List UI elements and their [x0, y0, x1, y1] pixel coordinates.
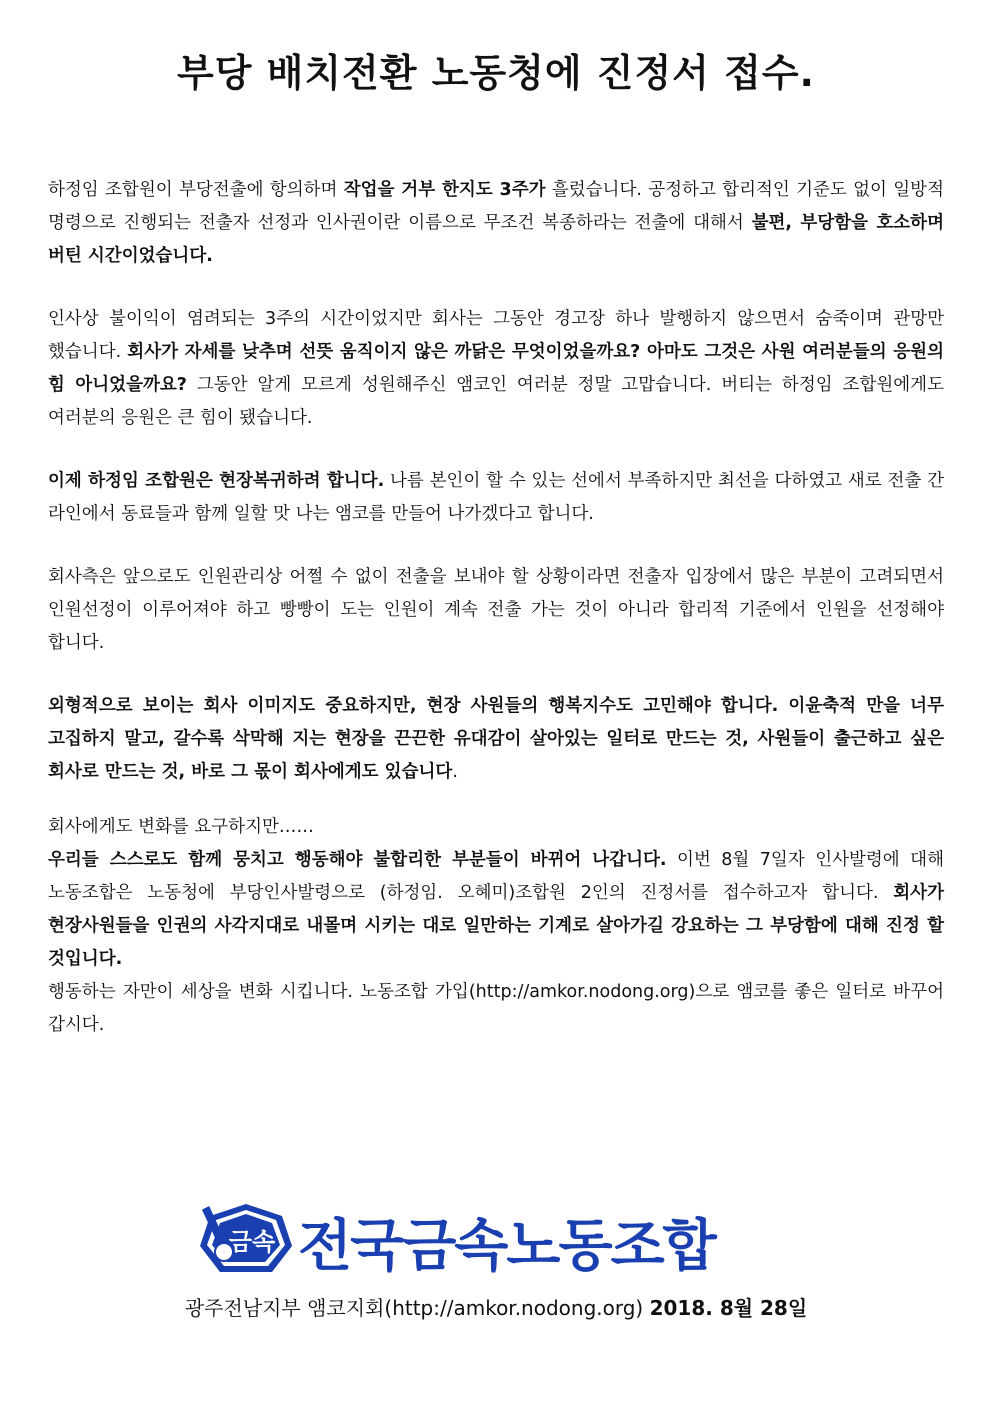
- p2-text-a: 인사상 불이익이 염려되는 3주의 시간이었지만 회사는 그동안 경고장 하나 발행하지 않으면서 숨죽이며 관망만 했습니다.: [48, 309, 944, 362]
- p2-bold-b: 회사가 자세를 낮추며 선뜻 움직이지 않은 까닭은 무엇이었을까요? 아마도 그것은 사원 여러분들의 응원의 힘 아니었을까요?: [48, 342, 944, 395]
- p1-text-c: 흘렀습니다. 공정하고 합리적인 기준도 없이 일방적 명령으로 진행되는 전출자 선정과 인사권이란 이름으로 무조건 복종하라는 전출에 대해서: [48, 180, 944, 233]
- p6-bold-b: 우리들 스스로도 함께 뭉치고 행동해야 불합리한 부분들이 바뀌어 나갑니다.: [48, 850, 667, 870]
- paragraph-7: 행동하는 자만이 세상을 변화 시킵니다. 노동조합 가입(http://amkor.nodong.org)으로 앰코를 좋은 일터로 바꾸어 갑시다.: [48, 982, 944, 1035]
- p3-text-b: 나름 본인이 할 수 있는 선에서 부족하지만 최선을 다하였고 새로 전출 간 라인에서 동료들과 함께 일할 맛 나는 앰코를 만들어 나가겠다고 합니다.: [48, 471, 944, 524]
- p1-bold-b: 작업을 거부 한지도 3주가: [343, 180, 546, 200]
- footer-date: 2018. 8월 28일: [649, 1296, 808, 1320]
- document-body: [48, 174, 944, 1042]
- p6-text-c: 이번 8월 7일자 인사발령에 대해 노동조합은 노동청에 부당인사발령으로 (하정임. 오혜미)조합원 2인의 진정서를 접수하고자 합니다.: [48, 850, 944, 903]
- paragraph-2: [48, 303, 944, 435]
- footer-signature: [0, 1292, 992, 1321]
- union-logo: [196, 1198, 716, 1278]
- union-name: 전국금속노동조합: [298, 1214, 715, 1279]
- p1-text-a: 하정임 조합원이 부당전출에 항의하며: [48, 180, 344, 200]
- p5-bold-a: 외형적으로 보이는 회사 이미지도 중요하지만, 현장 사원들의 행복지수도 고민해야 합니다. 이윤축적 만을 너무 고집하지 말고, 갈수록 삭막해 지는 현장을 끈끈한 유대감이 살아있는 일터로 만드는 것, 사원들이 출근하고 싶은 회사로 만드는 것, 바로 그 몫이 회사에게도 있습니다: [48, 696, 944, 782]
- p5-text-b: .: [452, 762, 458, 782]
- paragraph-4: 회사측은 앞으로도 인원관리상 어쩔 수 없이 전출을 보내야 할 상황이라면 전출자 입장에서 많은 부분이 고려되면서 인원선정이 이루어져야 하고 빵빵이 도는 인원이 계속 전출 가는 것이 아니라 합리적 기준에서 인원을 선정해야 합니다.: [48, 567, 944, 653]
- p1-bold-d: 불편, 부당함을 호소하며 버틴 시간이었습니다.: [48, 213, 944, 266]
- emblem-text: 금속: [228, 1228, 276, 1256]
- paragraph-3: [48, 465, 944, 531]
- p6-bold-d: 회사가 현장사원들을 인권의 사각지대로 내몰며 시키는 대로 일만하는 기계로 살아가길 강요하는 그 부당함에 대해 진정 할 것입니다.: [48, 883, 944, 969]
- paragraph-1: [48, 174, 944, 273]
- paragraph-6: [48, 844, 944, 976]
- union-emblem-icon: [196, 1198, 296, 1278]
- paragraph-5: [48, 690, 944, 789]
- footer-org: 광주전남지부 앰코지회(http://amkor.nodong.org): [184, 1296, 650, 1320]
- document-title: 부당 배치전환 노동청에 진정서 접수.: [177, 51, 815, 95]
- p2-text-c: 그동안 알게 모르게 성원해주신 앰코인 여러분 정말 고맙습니다. 버티는 하정임 조합원에게도 여러분의 응원은 큰 힘이 됐습니다.: [48, 375, 944, 428]
- p3-bold-a: 이제 하정임 조합원은 현장복귀하려 합니다.: [48, 471, 385, 491]
- paragraph-6-intro: 회사에게도 변화를 요구하지만……: [48, 817, 314, 837]
